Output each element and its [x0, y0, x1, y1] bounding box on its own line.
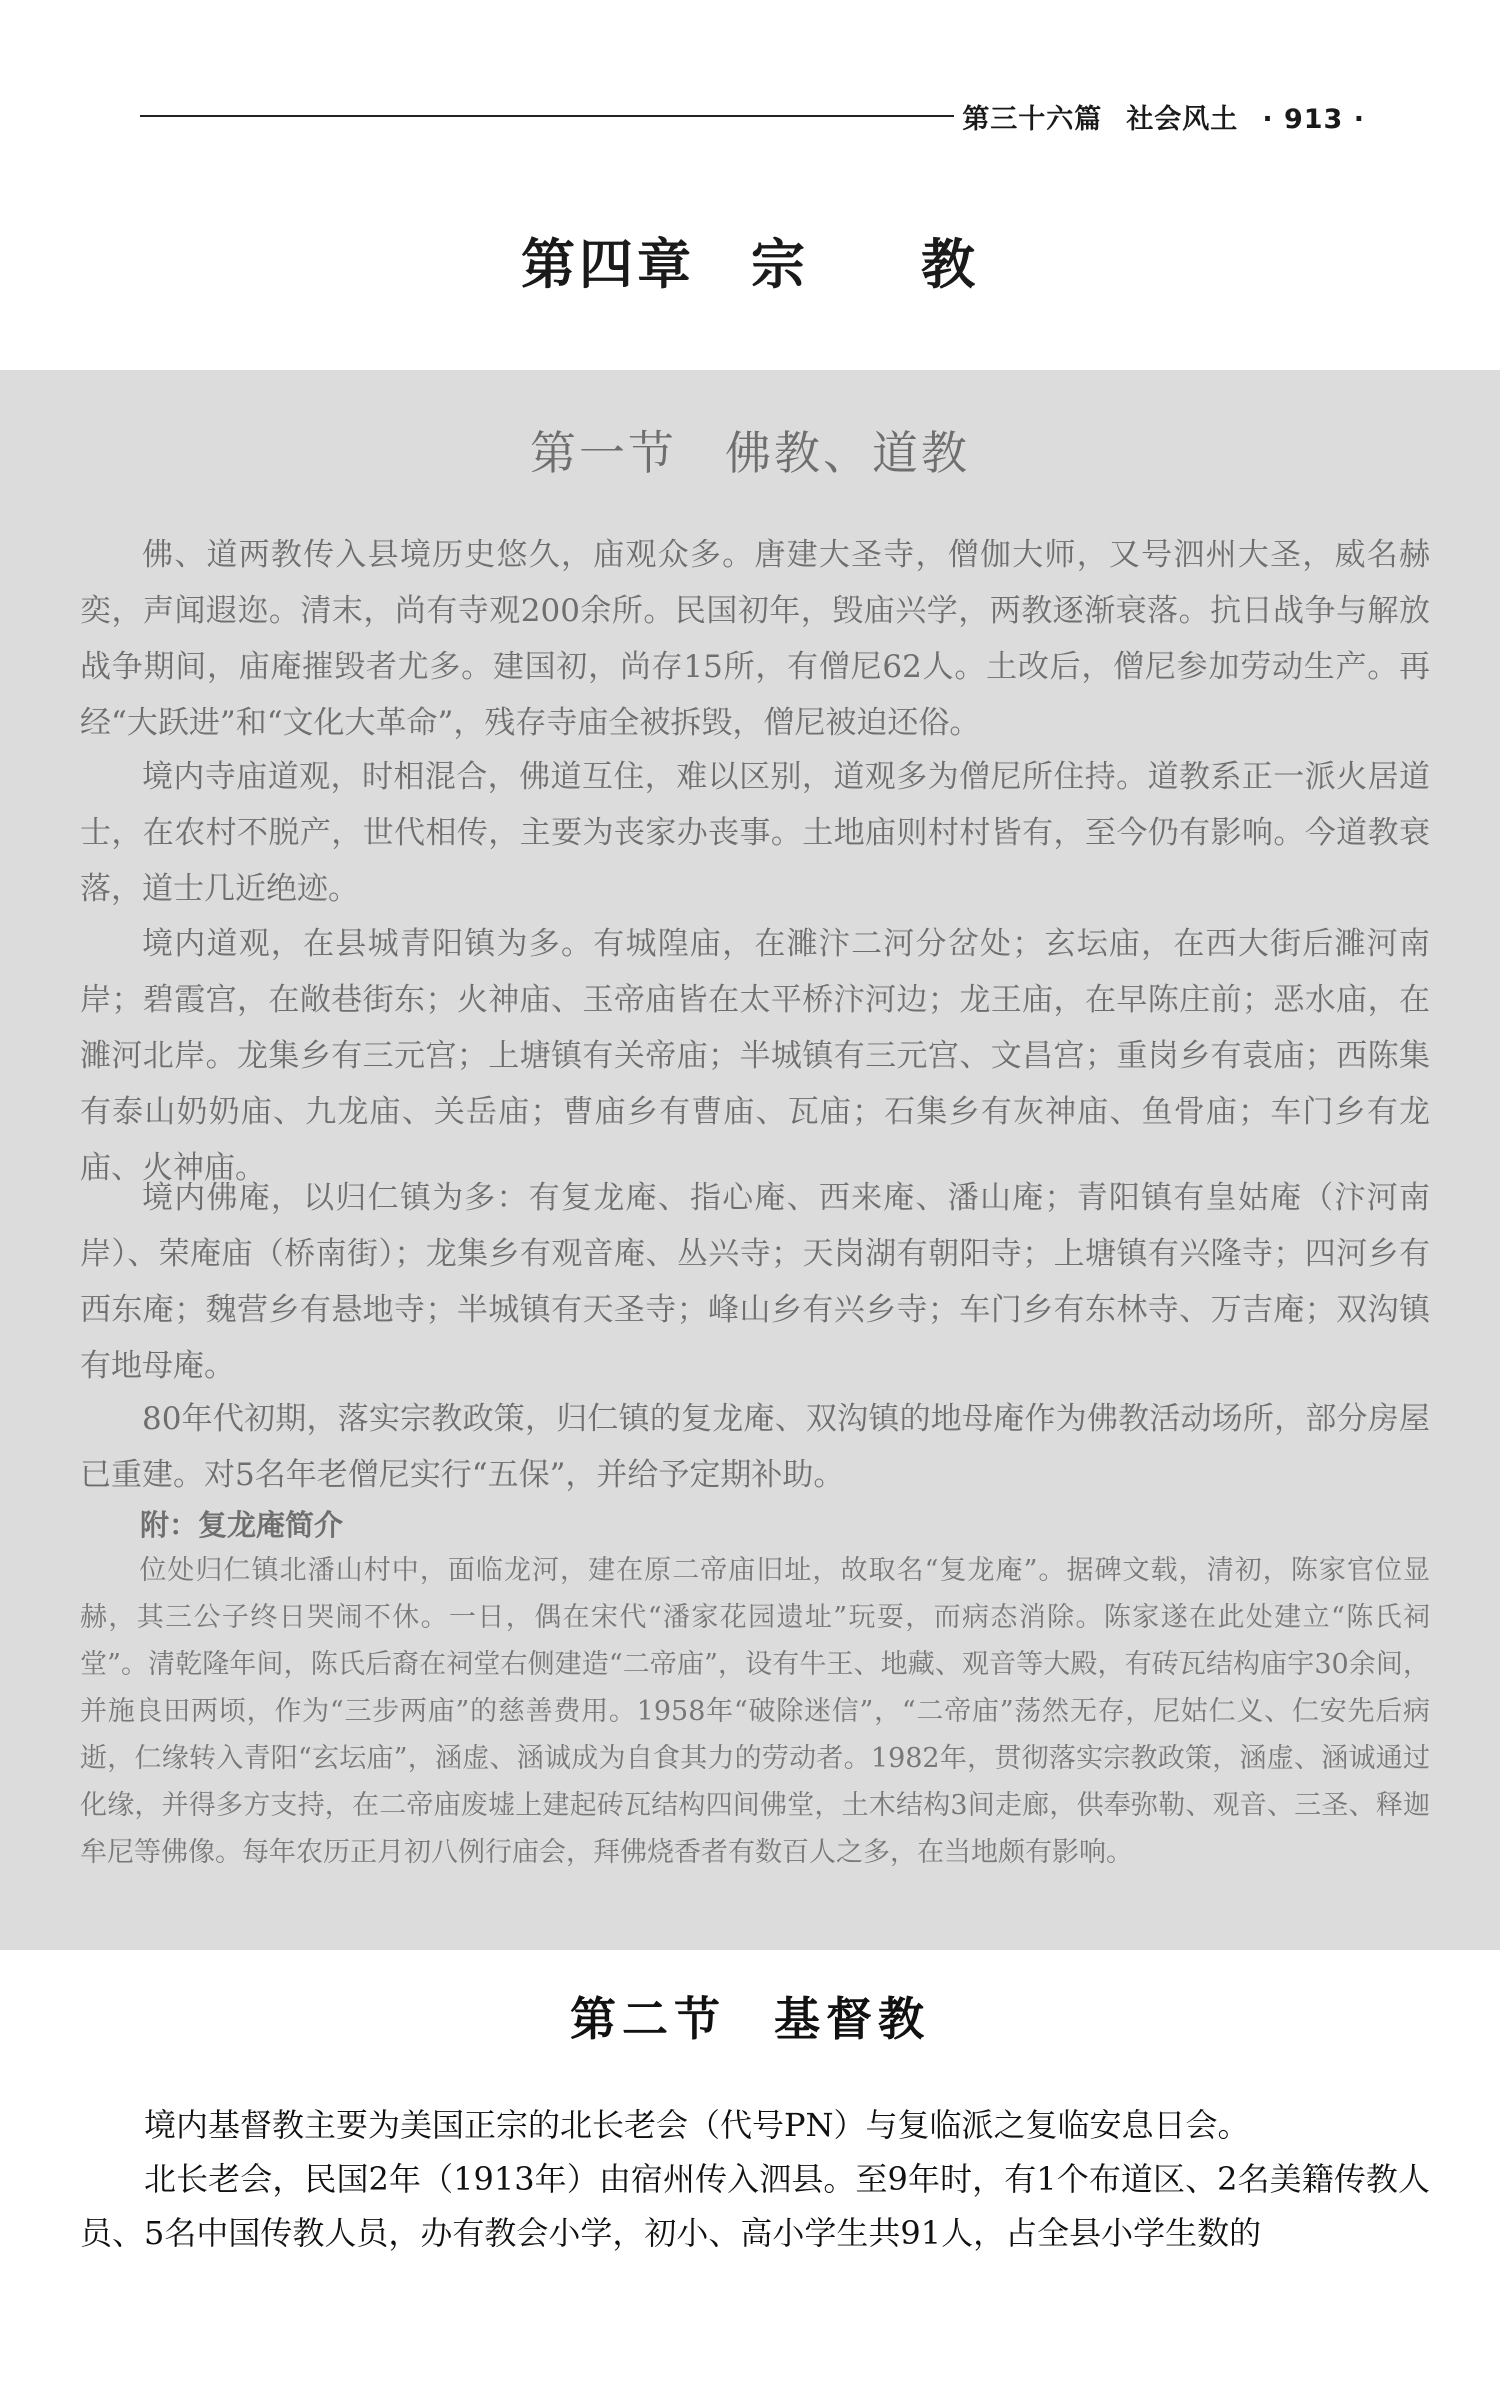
- section-2-paragraph: 北长老会，民国2年（1913年）由宿州传入泗县。至9年时，有1个布道区、2名美籍传教人员、5名中国传教人员，办有教会小学，初小、高小学生共91人，占全县小学生数的: [80, 2160, 1430, 2252]
- section-1-title: [0, 417, 1500, 483]
- appendix-title: 附：复龙庵简介: [140, 1508, 344, 1542]
- chapter-title-char-1: 宗: [751, 233, 809, 296]
- chapter-title: [0, 222, 1500, 299]
- section-1-paragraph: 佛、道两教传入县境历史悠久，庙观众多。唐建大圣寺，僧伽大师，又号泗州大圣，威名赫奕，声闻遐迩。清末，尚有寺观200余所。民国初年，毁庙兴学，两教逐渐衰落。抗日战争与解放战争期间，庙庵摧毁者尤多。建国初，尚存15所，有僧尼62人。土改后，僧尼参加劳动生产。再经“大跃进”和“文化大革命”，残存寺庙全被拆毁，僧尼被迫还俗。: [80, 537, 1430, 741]
- appendix-text: 位处归仁镇北潘山村中，面临龙河，建在原二帝庙旧址，故取名“复龙庵”。据碑文载，清初，陈家官位显赫，其三公子终日哭闹不休。一日，偶在宋代“潘家花园遗址”玩耍，而病态消除。陈家遂在此处建立“陈氏祠堂”。清乾隆年间，陈氏后裔在祠堂右侧建造“二帝庙”，设有牛王、地藏、观音等大殿，有砖瓦结构庙宇30余间，并施良田两顷，作为“三步两庙”的慈善费用。1958年“破除迷信”，“二帝庙”荡然无存，尼姑仁义、仁安先后病逝，仁缘转入青阳“玄坛庙”，涵虚、涵诚成为自食其力的劳动者。1982年，贯彻落实宗教政策，涵虚、涵诚通过化缘，并得多方支持，在二帝庙废墟上建起砖瓦结构四间佛堂，土木结构3间走廊，供奉弥勒、观音、三圣、释迦牟尼等佛像。每年农历正月初八例行庙会，拜佛烧香者有数百人之多，在当地颇有影响。: [80, 1555, 1430, 1868]
- section-1-paragraph: 境内寺庙道观，时相混合，佛道互住，难以区别，道观多为僧尼所住持。道教系正一派火居道士，在农村不脱产，世代相传，主要为丧家办丧事。土地庙则村村皆有，至今仍有影响。今道教衰落，道士几近绝迹。: [80, 759, 1430, 907]
- header-text: [962, 97, 1365, 136]
- section-1-paragraph: 80年代初期，落实宗教政策，归仁镇的复龙庵、双沟镇的地母庵作为佛教活动场所，部分房屋已重建。对5名年老僧尼实行“五保”，并给予定期补助。: [80, 1401, 1430, 1493]
- header-rule: [140, 115, 954, 117]
- chapter-number: 第四章: [521, 233, 695, 296]
- section-2-title: [0, 1983, 1500, 2049]
- section-1-paragraph: 境内道观，在县城青阳镇为多。有城隍庙，在濉汴二河分岔处；玄坛庙，在西大街后濉河南岸；碧霞宫，在敞巷街东；火神庙、玉帝庙皆在太平桥汴河边；龙王庙，在早陈庄前；恶水庙，在濉河北岸。龙集乡有三元宫；上塘镇有关帝庙；半城镇有三元宫、文昌宫；重岗乡有袁庙；西陈集有泰山奶奶庙、九龙庙、关岳庙；曹庙乡有曹庙、瓦庙；石集乡有灰神庙、鱼骨庙；车门乡有龙庙、火神庙。: [80, 926, 1430, 1186]
- section-1-name: 佛教、道教: [725, 426, 970, 480]
- section-2-number: 第二节: [570, 1992, 726, 2046]
- page-number: · 913 ·: [1262, 103, 1365, 135]
- part-label: 第三十六篇: [962, 103, 1103, 135]
- chapter-title-char-2: 教: [921, 233, 979, 296]
- section-2-name: 基督教: [774, 1992, 930, 2046]
- section-1-shaded-block: [0, 370, 1500, 1950]
- category-label: 社会风土: [1126, 103, 1239, 135]
- section-1-number: 第一节: [530, 426, 677, 480]
- section-1-paragraph: 境内佛庵，以归仁镇为多：有复龙庵、指心庵、西来庵、潘山庵；青阳镇有皇姑庵（汴河南岸）、荣庵庙（桥南街）；龙集乡有观音庵、丛兴寺；天岗湖有朝阳寺；上塘镇有兴隆寺；四河乡有西东庵；魏营乡有悬地寺；半城镇有天圣寺；峰山乡有兴乡寺；车门乡有东林寺、万吉庵；双沟镇有地母庵。: [80, 1180, 1430, 1384]
- running-header: [140, 96, 1365, 136]
- section-2-paragraph: 境内基督教主要为美国正宗的北长老会（代号PN）与复临派之复临安息日会。: [144, 2106, 1250, 2144]
